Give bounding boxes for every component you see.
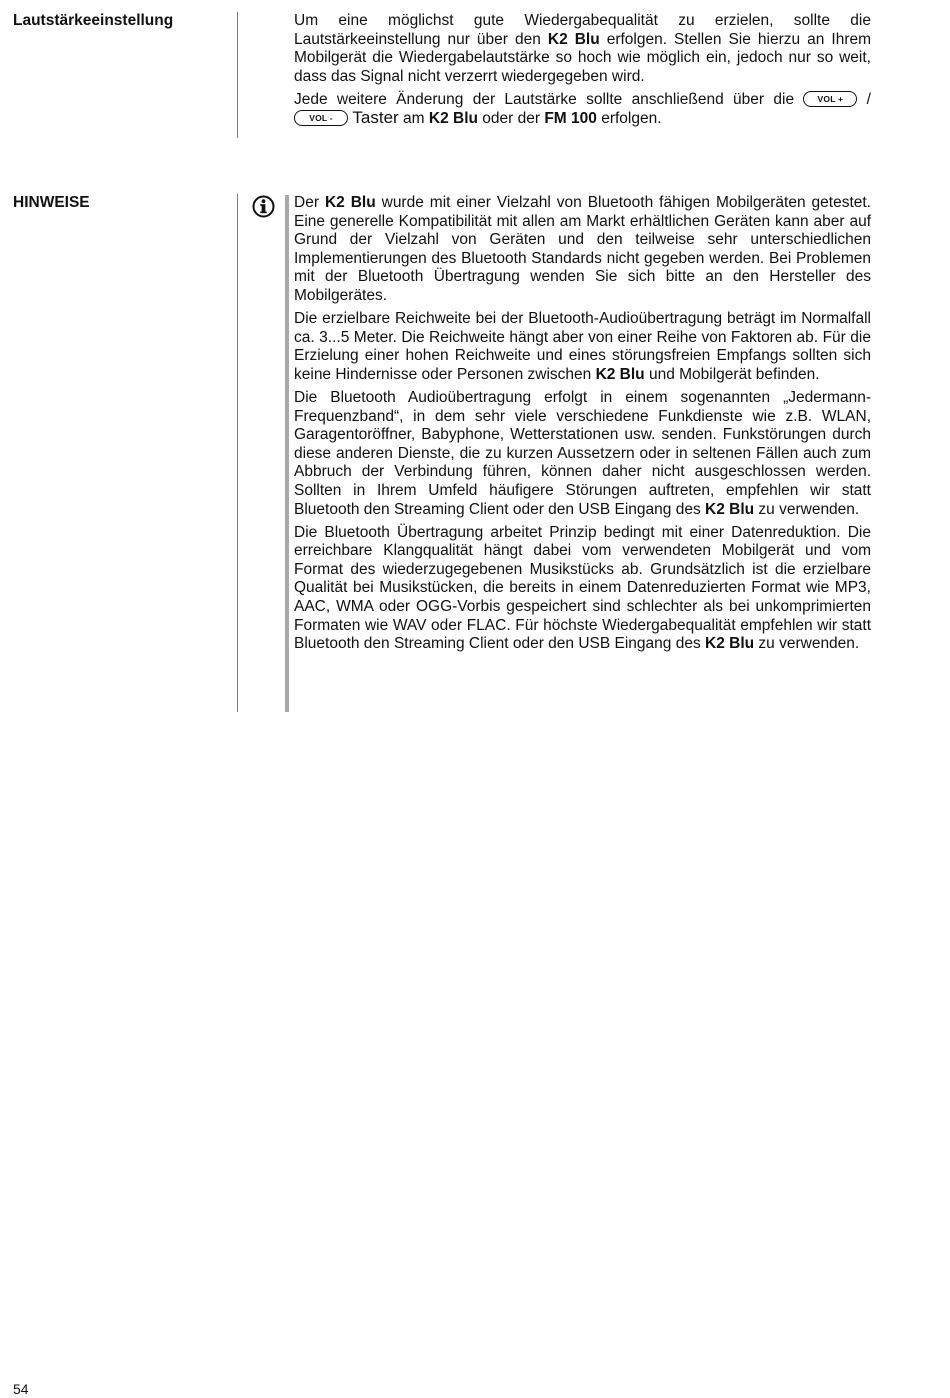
text-run: zu verwenden. xyxy=(754,500,860,518)
product-name: K2 Blu xyxy=(428,110,478,128)
product-name: K2 Blu xyxy=(705,500,755,518)
text-run: oder der xyxy=(477,110,545,128)
paragraph xyxy=(294,310,871,384)
section-body-lautstaerke xyxy=(294,12,871,134)
section-heading-lautstaerke: Lautstärkeeinstellung xyxy=(13,12,174,29)
paragraph xyxy=(294,194,871,306)
paragraph xyxy=(294,91,871,129)
text-run: Die Bluetooth Übertragung arbeitet Prinzip bedingt mit einer Datenreduktion. Die erreichbare Klangqualität hängt dabei vom verwendeten Mobilgerät und vom Format des wiederzugegebenen Musikstücks ab. Grundsätzlich ist die erzielbare Qualität bei Musikstücken, die bereits in einem Datenreduzierten Format wie MP3, AAC, WMA oder OGG-Vorbis gespeichert sind schlechter als bei unkomprimierten Formaten wie WAV oder FLAC. Für höchste Wiedergabequalität empfehlen wir statt Bluetooth den Streaming Client oder den USB Eingang des xyxy=(294,523,871,653)
product-name: K2 Blu xyxy=(705,635,755,653)
text-run: wurde mit einer Vielzahl von Bluetooth fähigen Mobilgeräten getestet. Eine generelle Kompatibilität mit allen am Markt erhältlichen Geräten kann aber auf Grund der Vielzahl von Geräten und den teilweise sehr unterschiedlichen Implementierungen des Bluetooth Standards nicht gegeben werden. Bei Problemen mit der Bluetooth Übertragung wenden Sie sich bitte an den Hersteller des Mobilgerätes. xyxy=(294,194,871,304)
product-name: K2 Blu xyxy=(547,30,600,48)
product-name: K2 Blu xyxy=(324,194,376,211)
product-name: K2 Blu xyxy=(595,365,645,383)
section-body-hinweise xyxy=(294,194,871,658)
column-divider xyxy=(237,194,238,712)
note-highlight-bar xyxy=(285,195,289,712)
text-run: / xyxy=(857,90,871,108)
text-run: erfolgen. xyxy=(596,110,662,128)
text-run: und Mobilgerät befinden. xyxy=(644,365,820,383)
paragraph xyxy=(294,524,871,654)
vol-minus-key-icon: VOL - xyxy=(294,110,348,126)
text-run: Die Bluetooth Audioübertragung erfolgt in einem sogenannten „Jedermann-Frequenzband“, in dem sehr viele verschiedene Funkdienste wie z.B. WLAN, Garagentoröffner, Babyphone, Wetterstationen usw. senden. Funkstörungen durch diese anderen Dienste, die zu kurzen Aussetzern oder in seltenen Fällen auch zum Abbruch der Verbindung führen, können daher nicht ausgeschlossen werden. Sollten in Ihrem Umfeld häufigere Störungen auftreten, empfehlen wir statt Bluetooth den Streaming Client oder den USB Eingang des xyxy=(294,388,871,518)
paragraph xyxy=(294,12,871,86)
text-run: zu verwenden. xyxy=(754,635,860,653)
text-run: Jede weitere Änderung der Lautstärke sollte anschließend über die xyxy=(294,90,804,108)
text-run: Taster xyxy=(348,108,399,128)
text-run: Der xyxy=(294,194,325,211)
section-heading-hinweise: HINWEISE xyxy=(13,194,90,211)
info-icon xyxy=(252,195,275,218)
text-run: erfolgen. Stellen Sie hierzu an Ihrem Mobilgerät die Wiedergabelautstärke so hoch wie möglich ein, jedoch nur so weit, dass das Signal nicht verzerrt wiedergegeben wird. xyxy=(294,30,872,85)
text-run: Um eine möglichst gute Wiedergabequalität zu erzielen, sollte die Lautstärkeeinstellung nur über den xyxy=(294,12,871,48)
product-name: FM 100 xyxy=(544,110,597,128)
page-number: 54 xyxy=(13,1381,29,1397)
text-run: Die erzielbare Reichweite bei der Bluetooth-Audioübertragung beträgt im Normalfall ca. 3...5 Meter. Die Reichweite hängt aber von einer Reihe von Faktoren ab. Für die Erzielung einer hohen Reichweite und eines störungsfreien Empfangs sollten sich keine Hindernisse oder Personen zwischen xyxy=(294,310,871,383)
text-run: am xyxy=(398,110,429,128)
column-divider xyxy=(237,12,238,138)
paragraph xyxy=(294,389,871,519)
vol-plus-key-icon: VOL + xyxy=(803,91,857,107)
